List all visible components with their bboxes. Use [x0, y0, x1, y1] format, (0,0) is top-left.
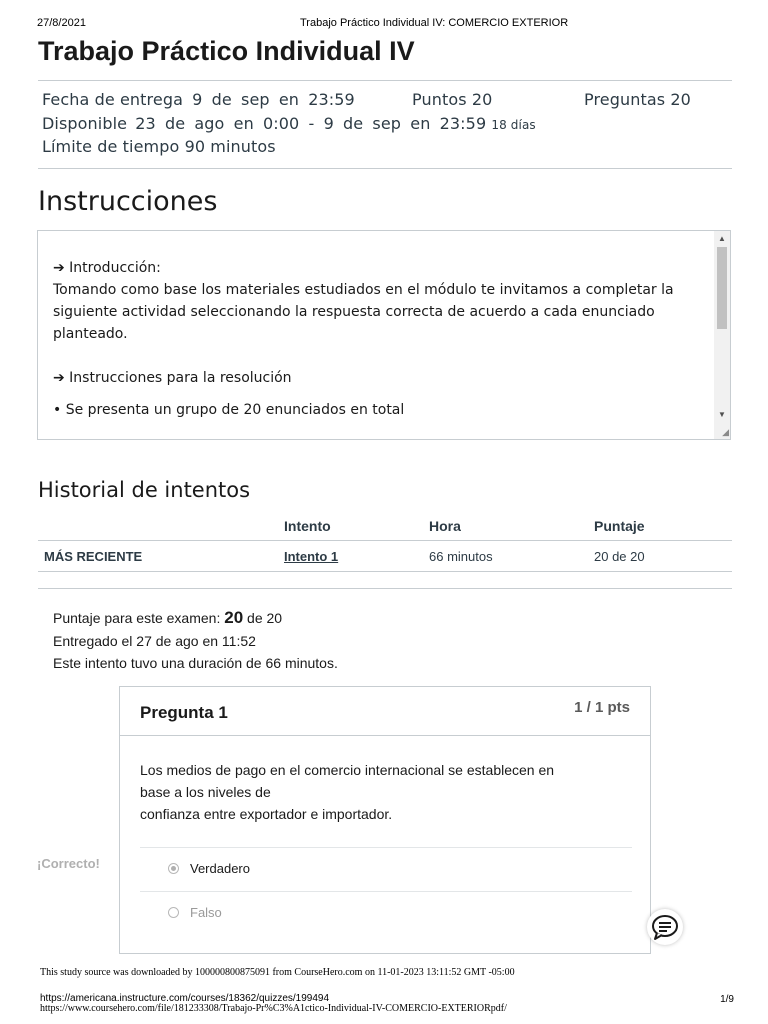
question-points: 1 / 1 pts — [574, 699, 630, 716]
radio-selected-icon[interactable] — [168, 863, 179, 874]
scroll-down-icon[interactable]: ▼ — [718, 410, 726, 419]
history-title: Historial de intentos — [38, 478, 251, 502]
due-value: 9 de sep en 23:59 — [192, 90, 355, 109]
instructions-scrollbar[interactable] — [714, 231, 730, 439]
submitted-text: Entregado el 27 de ago en 11:52 — [53, 633, 256, 649]
footer-url[interactable]: https://americana.instructure.com/courses/18362/quizzes/199494 — [40, 993, 330, 1004]
meta-row-time-limit — [42, 137, 276, 156]
duration-text: Este intento tuvo una duración de 66 minutos. — [53, 655, 338, 671]
footer-url-secondary[interactable]: https://www.coursehero.com/file/181233308/Trabajo-Pr%C3%A1ctico-Individual-IV-COMERCIO-EXTERIORpdf/ — [40, 1003, 507, 1014]
answer-label: Verdadero — [190, 861, 250, 876]
col-header-time: Hora — [429, 518, 461, 534]
questions-label: Preguntas — [584, 90, 666, 109]
question-card — [119, 686, 651, 954]
history-table-header — [38, 512, 732, 541]
time-limit-value: 90 minutos — [184, 137, 276, 156]
time-limit-label: Límite de tiempo — [42, 137, 180, 156]
print-date: 27/8/2021 — [37, 17, 86, 29]
history-table — [38, 512, 732, 572]
chat-button[interactable] — [647, 909, 683, 945]
radio-icon[interactable] — [168, 907, 179, 918]
instructions-heading: Instrucciones — [38, 186, 218, 217]
scroll-up-icon[interactable]: ▲ — [718, 234, 726, 243]
score-summary — [53, 608, 282, 628]
points-value: 20 — [471, 90, 493, 109]
score-value: 20 — [224, 608, 244, 627]
answer-option-false[interactable] — [140, 891, 632, 934]
footer-source-text: This study source was downloaded by 100000800875091 from CourseHero.com on 11-01-2023 13:11:52 GMT -05:00 — [40, 967, 515, 978]
attempt-link[interactable]: Intento 1 — [284, 549, 339, 564]
col-header-score: Puntaje — [594, 518, 645, 534]
answer-label: Falso — [190, 905, 222, 920]
question-text-line: Los medios de pago en el comercio internacional se establecen en — [140, 762, 555, 778]
questions-value: 20 — [670, 90, 691, 109]
print-header-title: Trabajo Práctico Individual IV: COMERCIO EXTERIOR — [300, 17, 569, 29]
meta-row-available — [42, 114, 536, 133]
page-number: 1/9 — [720, 994, 734, 1005]
divider — [38, 80, 732, 81]
meta-row-due — [42, 90, 355, 109]
available-value: 23 de ago en 0:00 - 9 de sep en 23:59 — [135, 114, 487, 133]
row-label: MÁS RECIENTE — [44, 549, 143, 564]
answer-option-true[interactable] — [140, 847, 632, 890]
question-header — [120, 687, 650, 736]
scroll-thumb[interactable] — [717, 247, 727, 329]
intro-heading: ➔ Introducción: — [53, 260, 161, 276]
available-days: 18 días — [491, 118, 536, 132]
col-header-attempt: Intento — [284, 518, 331, 534]
attempt-score: 20 de 20 — [594, 549, 645, 564]
instructions-content — [53, 257, 703, 421]
correct-tag: ¡Correcto! — [37, 856, 100, 871]
table-row — [38, 541, 732, 572]
divider — [38, 588, 732, 589]
resolution-heading: ➔ Instrucciones para la resolución — [53, 370, 292, 386]
question-text-line: base a los niveles de — [140, 784, 271, 800]
resize-grip-icon[interactable]: ◢ — [722, 427, 729, 437]
instructions-box[interactable] — [37, 230, 731, 440]
page-title: Trabajo Práctico Individual IV — [38, 36, 415, 66]
score-suffix: de 20 — [247, 610, 283, 626]
divider — [38, 168, 732, 169]
due-label: Fecha de entrega — [42, 90, 183, 109]
score-prefix: Puntaje para este examen: — [53, 610, 221, 626]
points-label: Puntos — [412, 90, 467, 109]
bullet-item: • Se presenta un grupo de 20 enunciados en total — [53, 402, 405, 418]
chat-bubble-icon — [647, 909, 683, 945]
meta-points — [412, 90, 492, 109]
attempt-time: 66 minutos — [429, 549, 493, 564]
question-text — [140, 759, 620, 825]
available-label: Disponible — [42, 114, 128, 133]
question-text-line: confianza entre exportador e importador. — [140, 806, 393, 822]
meta-questions — [584, 90, 691, 109]
intro-text: Tomando como base los materiales estudiados en el módulo te invitamos a completar la siguiente actividad seleccionando la respuesta correcta de acuerdo a cada enunciado planteado. — [53, 282, 674, 342]
question-title: Pregunta 1 — [140, 703, 228, 722]
